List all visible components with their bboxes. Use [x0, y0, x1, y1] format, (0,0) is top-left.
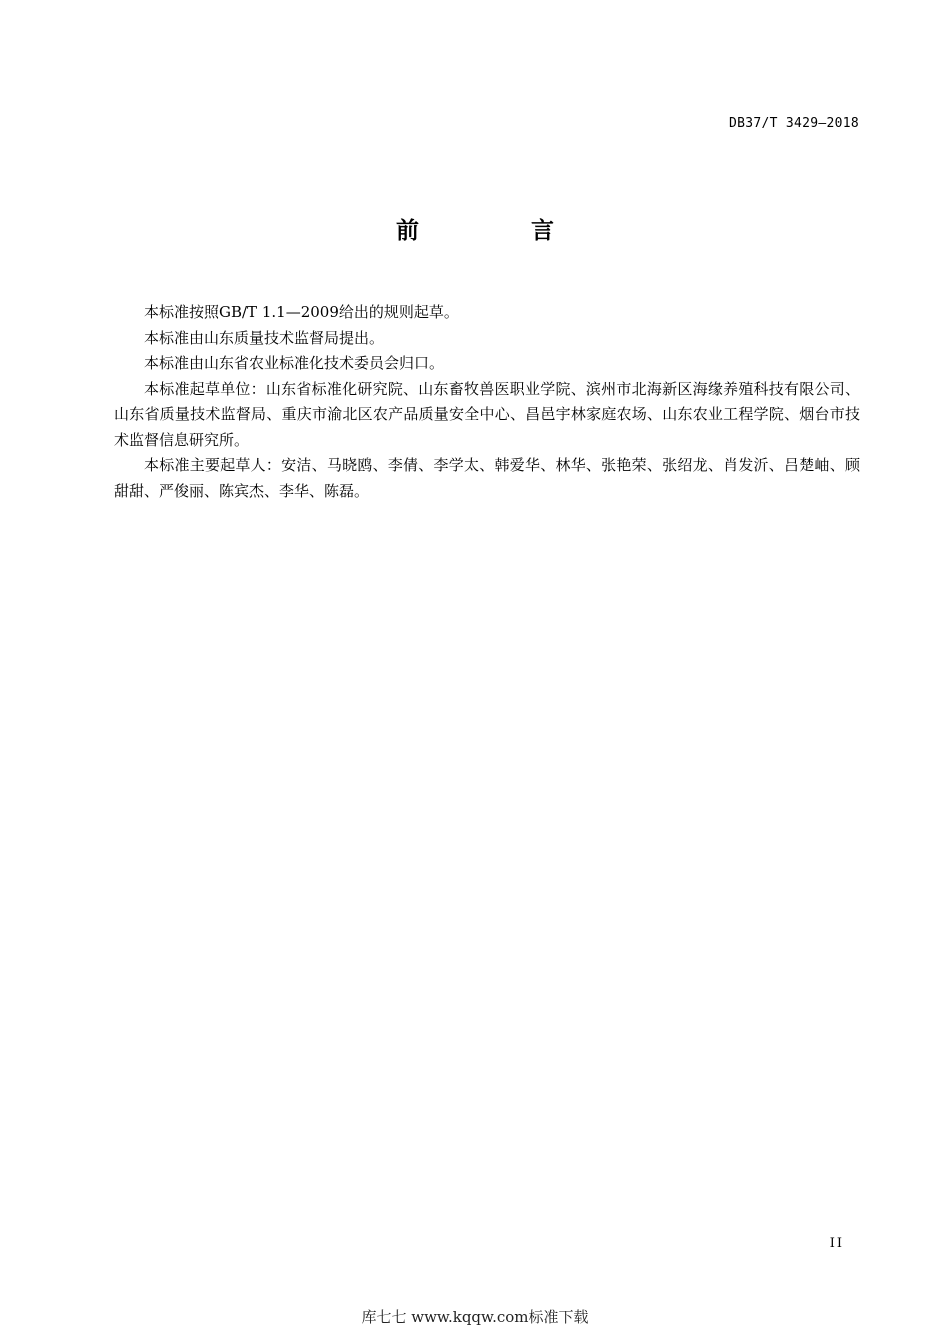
- paragraph-drafting-rules: 本标准按照GB/T 1.1—2009给出的规则起草。: [144, 303, 459, 321]
- foreword-body: [114, 300, 860, 504]
- paragraph-drafting-units: 本标准起草单位：山东省标准化研究院、山东畜牧兽医职业学院、滨州市北海新区海缘养殖科技有限公司、山东省质量技术监督局、重庆市渝北区农产品质量安全中心、昌邑宇林家庭农场、山东农业工程学院、烟台市技术监督信息研究所。: [114, 379, 860, 449]
- page-number: II: [829, 1236, 844, 1251]
- watermark: 库七七 www.kqqw.com标准下载: [361, 1308, 589, 1326]
- page-title: 前 言: [395, 218, 606, 244]
- standard-code: DB37/T 3429—2018: [728, 116, 859, 131]
- paragraph-drafters: 本标准主要起草人：安洁、马晓鸥、李倩、李学太、韩爱华、林华、张艳荣、张绍龙、肖发沂、吕楚岫、顾甜甜、严俊丽、陈宾杰、李华、陈磊。: [114, 456, 860, 500]
- paragraph-committee: 本标准由山东省农业标准化技术委员会归口。: [144, 354, 445, 372]
- paragraph-proposer: 本标准由山东质量技术监督局提出。: [144, 328, 385, 347]
